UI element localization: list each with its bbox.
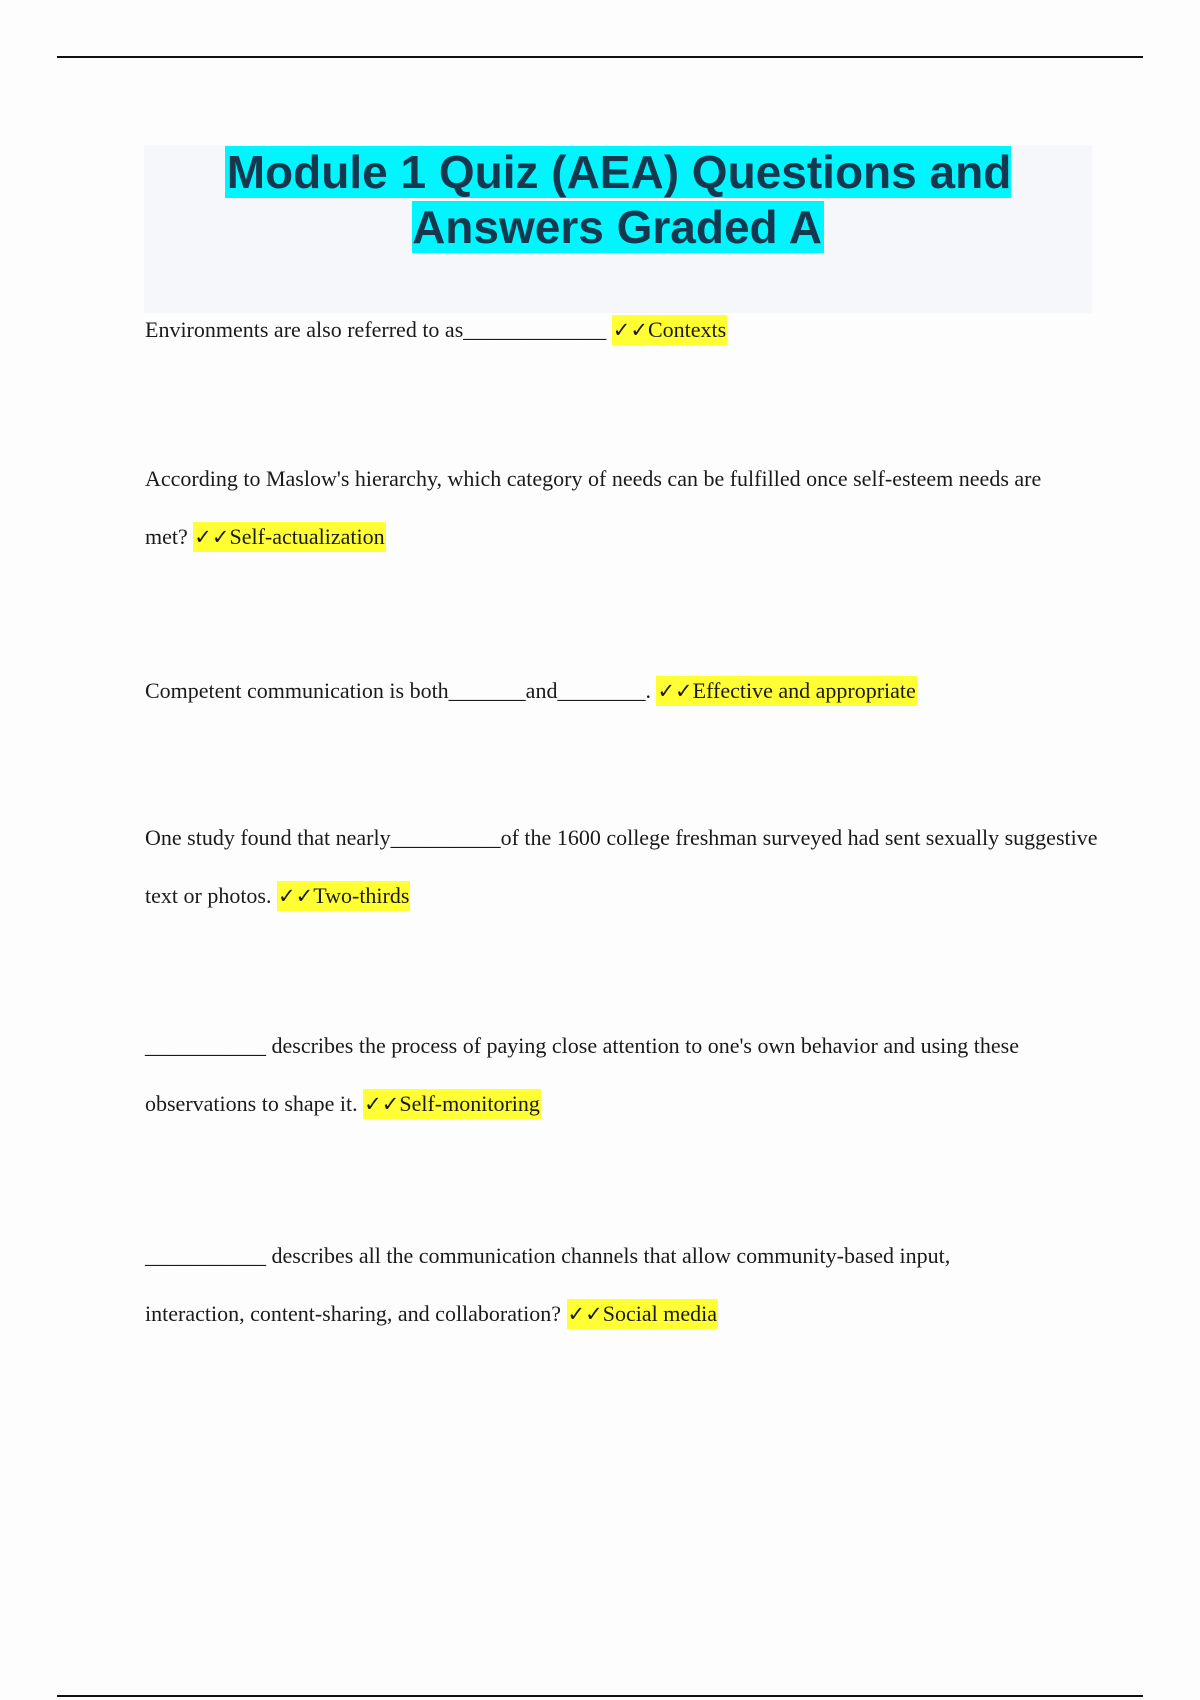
question-text: ___________ describes all the communication channels that allow community-based input, interaction, content-sharing, and collaboration? <box>145 1243 951 1326</box>
answer-highlight <box>277 881 410 911</box>
answer-text: Social media <box>602 1301 717 1326</box>
check-icon: ✓✓ <box>278 884 314 908</box>
qa-item-5 <box>145 1017 1065 1133</box>
qa-item-1 <box>145 301 1105 359</box>
check-icon: ✓✓ <box>657 679 693 703</box>
document-title <box>144 145 1092 255</box>
qa-item-4 <box>145 809 1100 925</box>
title-block <box>144 145 1092 313</box>
answer-text: Two-thirds <box>313 883 410 908</box>
answer-text: Contexts <box>647 317 727 342</box>
answer-highlight <box>193 522 385 552</box>
check-icon: ✓✓ <box>364 1092 400 1116</box>
question-text: Competent communication is both_______and________. <box>145 678 657 703</box>
question-text: Environments are also referred to as_____________ <box>145 317 612 342</box>
qa-item-3 <box>145 662 1105 720</box>
answer-text: Self-actualization <box>229 524 385 549</box>
check-icon: ✓✓ <box>567 1302 603 1326</box>
check-icon: ✓✓ <box>194 525 230 549</box>
check-icon: ✓✓ <box>612 318 648 342</box>
answer-text: Effective and appropriate <box>692 678 916 703</box>
answer-text: Self-monitoring <box>399 1091 540 1116</box>
bottom-rule <box>57 1695 1143 1697</box>
answer-highlight <box>363 1089 541 1119</box>
question-text: One study found that nearly__________of the 1600 college freshman surveyed had sent sexually suggestive text or photos. <box>145 825 1098 908</box>
top-rule <box>57 56 1143 58</box>
question-text: According to Maslow's hierarchy, which category of needs can be fulfilled once self-esteem needs are met? <box>145 466 1042 549</box>
answer-highlight <box>612 315 727 345</box>
answer-highlight <box>656 676 916 706</box>
qa-item-2 <box>145 450 1045 566</box>
title-highlight: Module 1 Quiz (AEA) Questions and Answers Graded A <box>226 146 1012 253</box>
qa-item-6 <box>145 1227 1055 1343</box>
question-text: ___________ describes the process of paying close attention to one's own behavior and using these observations to shape it. <box>145 1033 1019 1116</box>
answer-highlight <box>567 1299 718 1329</box>
